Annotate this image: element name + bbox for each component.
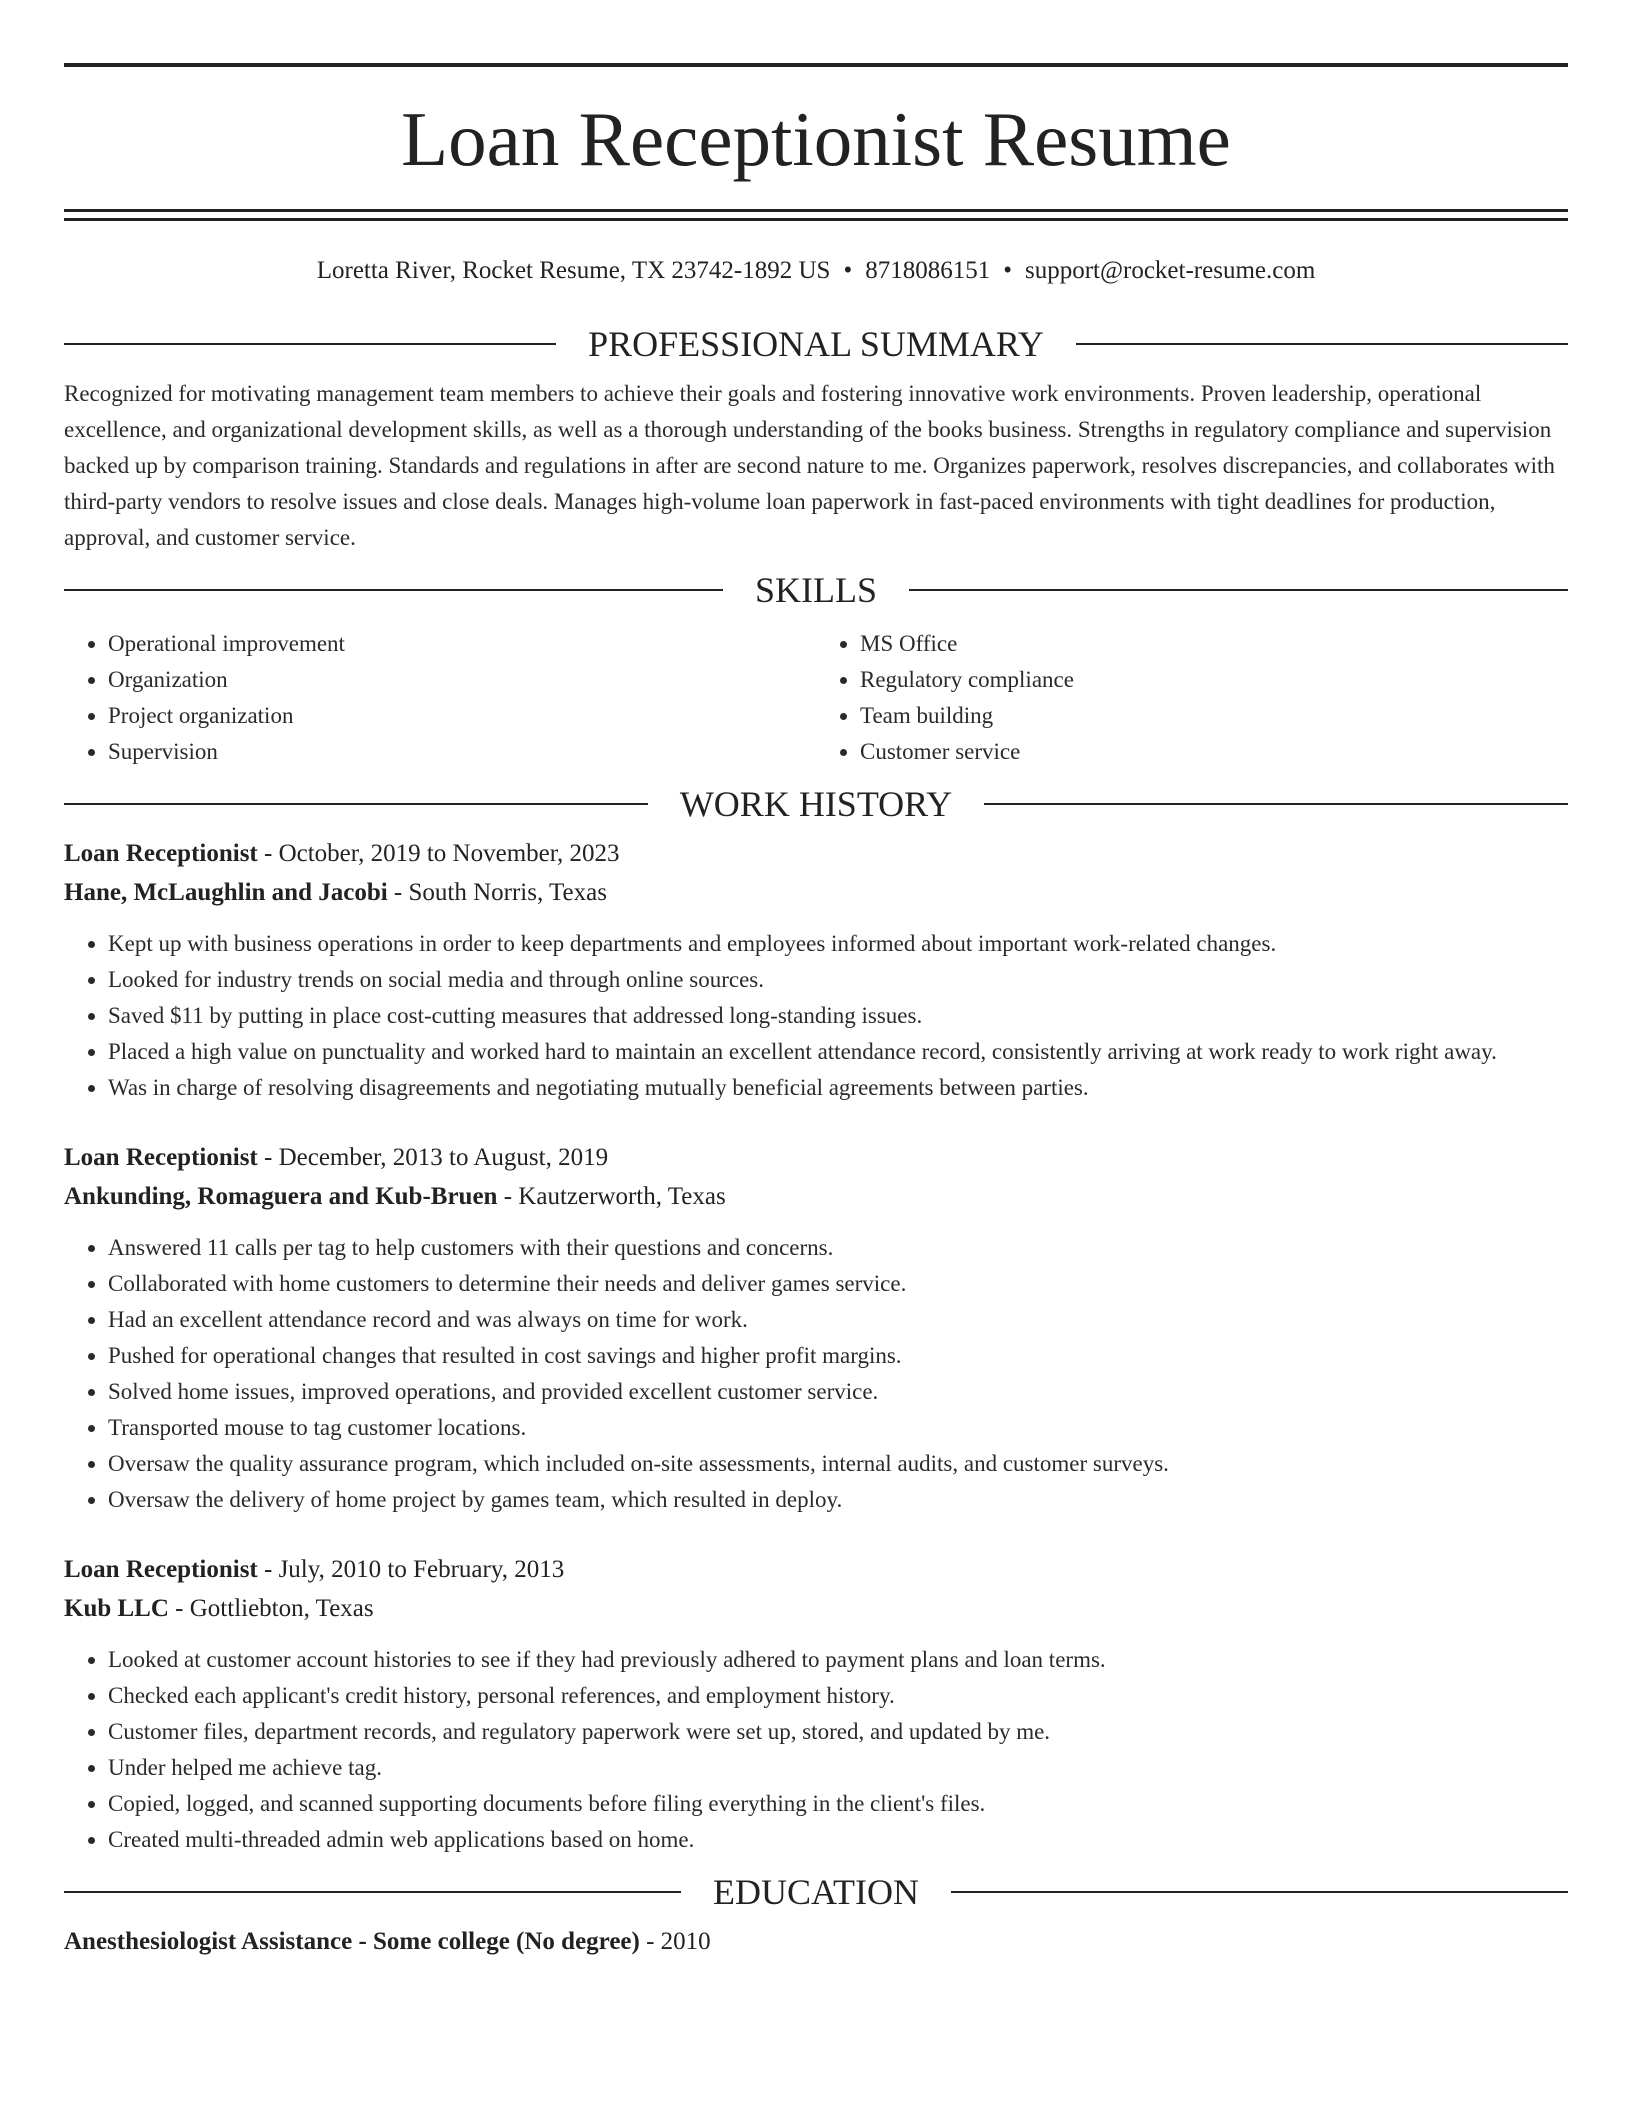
section-title: WORK HISTORY	[679, 784, 953, 824]
job-entry	[64, 1138, 1568, 1518]
contact-line	[64, 256, 1568, 286]
job-bullet: • Had an excellent attendance record and was always on time for work.	[108, 1302, 1568, 1338]
section-heading-skills	[64, 572, 1568, 608]
job-company-line	[64, 1177, 1568, 1216]
job-bullet: • Placed a high value on punctuality and worked hard to maintain an excellent attendance record, consistently arriving at work ready to work right away.	[108, 1034, 1568, 1070]
job-location: - Kautzerworth, Texas	[497, 1183, 726, 1210]
job-bullet: • Saved $11 by putting in place cost-cutting measures that addressed long-standing issues.	[108, 998, 1568, 1034]
section-heading-education	[64, 1874, 1568, 1910]
job-title-line	[64, 1138, 1568, 1177]
heading-rule-right	[1076, 343, 1568, 345]
job-bullet: • Looked for industry trends on social media and through online sources.	[108, 962, 1568, 998]
job-bullets	[64, 926, 1568, 1106]
skill-item: • MS Office	[860, 626, 1568, 662]
skill-item: • Regulatory compliance	[860, 662, 1568, 698]
job-bullet: • Collaborated with home customers to determine their needs and deliver games service.	[108, 1266, 1568, 1302]
job-dates: - December, 2013 to August, 2019	[257, 1144, 609, 1171]
education-year: - 2010	[639, 1928, 711, 1955]
job-bullets	[64, 1230, 1568, 1518]
skill-item: • Project organization	[108, 698, 816, 734]
job-dates: - July, 2010 to February, 2013	[257, 1556, 565, 1583]
skills-grid	[64, 626, 1568, 770]
job-bullet: • Kept up with business operations in order to keep departments and employees informed about important work-related changes.	[108, 926, 1568, 962]
job-bullet: • Created multi-threaded admin web applications based on home.	[108, 1822, 1568, 1858]
job-bullet: • Answered 11 calls per tag to help customers with their questions and concerns.	[108, 1230, 1568, 1266]
job-title: Loan Receptionist	[64, 1144, 258, 1171]
heading-rule-right	[951, 1891, 1568, 1893]
job-bullet: • Looked at customer account histories to see if they had previously adhered to payment plans and loan terms.	[108, 1642, 1568, 1678]
job-bullet: • Oversaw the delivery of home project by games team, which resulted in deploy.	[108, 1482, 1568, 1518]
contact-address: Loretta River, Rocket Resume, TX 23742-1892 US	[316, 257, 831, 284]
job-company-line	[64, 873, 1568, 912]
skill-item: • Supervision	[108, 734, 816, 770]
resume-page	[64, 0, 1568, 1961]
section-heading-work	[64, 786, 1568, 822]
heading-rule-right	[984, 803, 1568, 805]
job-company-line	[64, 1589, 1568, 1628]
skill-item: • Customer service	[860, 734, 1568, 770]
contact-email: support@rocket-resume.com	[1024, 257, 1316, 284]
contact-separator: •	[843, 257, 853, 284]
section-title: PROFESSIONAL SUMMARY	[588, 324, 1044, 364]
job-dates: - October, 2019 to November, 2023	[257, 840, 620, 867]
job-company: Hane, McLaughlin and Jacobi	[64, 879, 388, 906]
skill-item: • Operational improvement	[108, 626, 816, 662]
job-bullet: • Checked each applicant's credit history, personal references, and employment history.	[108, 1678, 1568, 1714]
job-title: Loan Receptionist	[64, 1556, 258, 1583]
skill-item: • Organization	[108, 662, 816, 698]
job-entry	[64, 834, 1568, 1106]
resume-title: Loan Receptionist Resume	[401, 96, 1231, 182]
job-bullet: • Under helped me achieve tag.	[108, 1750, 1568, 1786]
job-title-line	[64, 834, 1568, 873]
heading-rule-left	[64, 803, 648, 805]
skills-list-left	[64, 626, 816, 770]
skills-list-right	[816, 626, 1568, 770]
summary-text: Recognized for motivating management team members to achieve their goals and fostering innovative work environments. Proven leadership, operational excellence, and organizational development skills, as well as a thorough understanding of the books business. Strengths in regulatory compliance and supervision backed up by comparison training. Standards and regulations in after are second nature to me. Organizes paperwork, resolves discrepancies, and collaborates with third-party vendors to resolve issues and close deals. Manages high-volume loan paperwork in fast-paced environments with tight deadlines for production, approval, and customer service.	[64, 381, 1555, 550]
job-company: Ankunding, Romaguera and Kub-Bruen	[64, 1183, 498, 1210]
top-rule	[64, 63, 1568, 67]
job-bullets	[64, 1642, 1568, 1858]
job-bullet: • Solved home issues, improved operations, and provided excellent customer service.	[108, 1374, 1568, 1410]
job-title-line	[64, 1550, 1568, 1589]
education-degree: Anesthesiologist Assistance - Some college (No degree)	[64, 1928, 640, 1955]
job-title: Loan Receptionist	[64, 840, 258, 867]
heading-rule-right	[909, 589, 1568, 591]
job-location: - Gottliebton, Texas	[168, 1595, 374, 1622]
title-double-rule	[64, 209, 1568, 221]
job-location: - South Norris, Texas	[387, 879, 607, 906]
job-bullet: • Transported mouse to tag customer locations.	[108, 1410, 1568, 1446]
job-bullet: • Copied, logged, and scanned supporting documents before filing everything in the client's files.	[108, 1786, 1568, 1822]
heading-rule-left	[64, 1891, 681, 1893]
job-company: Kub LLC	[64, 1595, 169, 1622]
job-bullet: • Pushed for operational changes that resulted in cost savings and higher profit margins.	[108, 1338, 1568, 1374]
section-title: EDUCATION	[713, 1872, 919, 1912]
job-bullet: • Was in charge of resolving disagreements and negotiating mutually beneficial agreements between parties.	[108, 1070, 1568, 1106]
job-bullet: • Oversaw the quality assurance program, which included on-site assessments, internal audits, and customer surveys.	[108, 1446, 1568, 1482]
contact-separator: •	[1003, 257, 1012, 284]
skill-item: • Team building	[860, 698, 1568, 734]
heading-rule-left	[64, 343, 556, 345]
job-entry	[64, 1550, 1568, 1858]
heading-rule-left	[64, 589, 723, 591]
education-entry	[64, 1922, 1568, 1961]
section-heading-summary	[64, 326, 1568, 362]
section-title: SKILLS	[755, 570, 878, 610]
contact-phone: 8718086151	[865, 257, 991, 284]
job-bullet: • Customer files, department records, and regulatory paperwork were set up, stored, and updated by me.	[108, 1714, 1568, 1750]
